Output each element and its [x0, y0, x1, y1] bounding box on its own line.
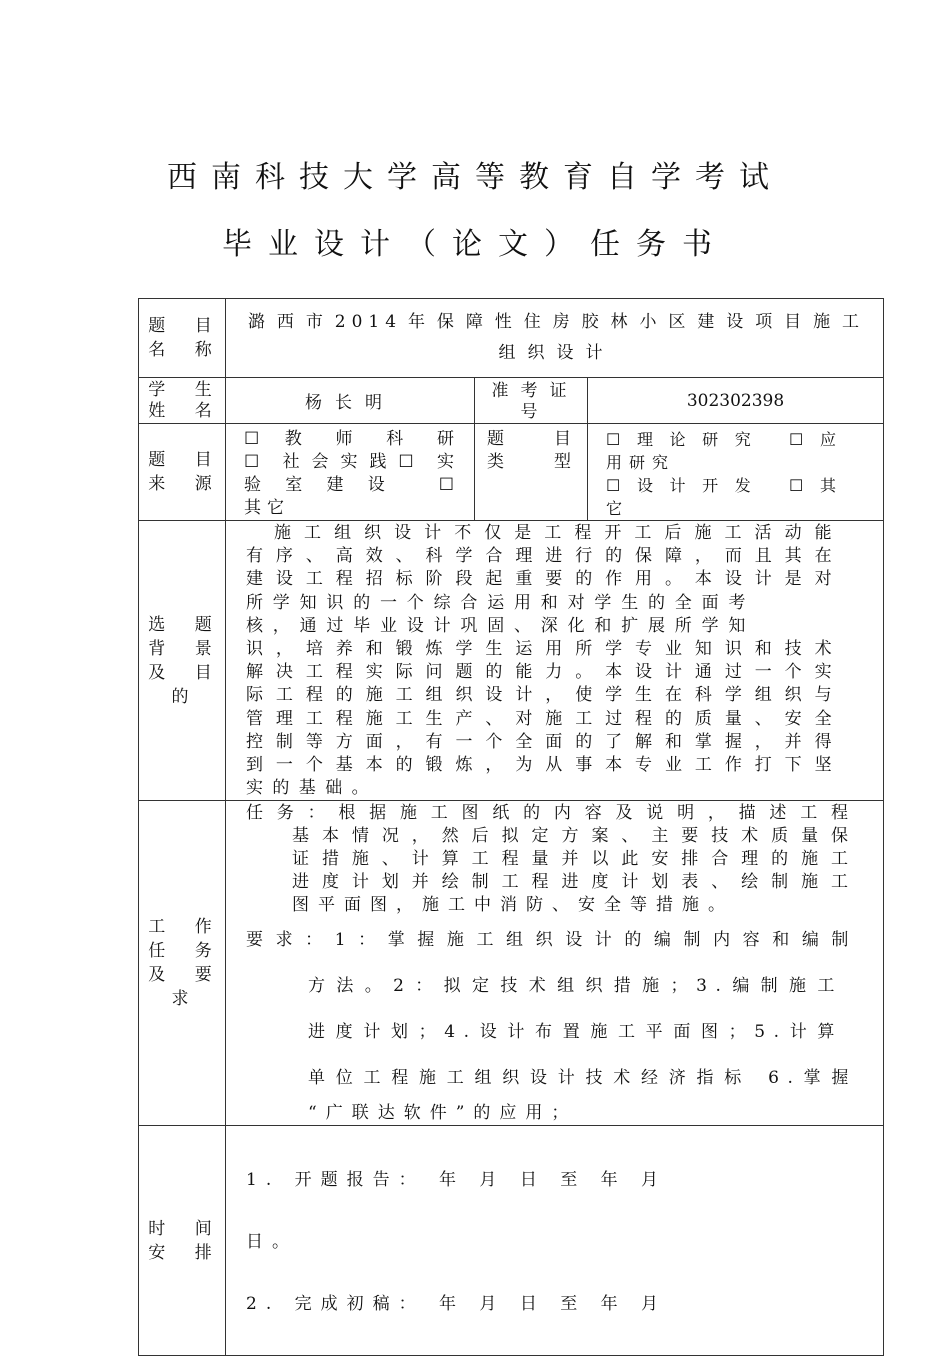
requirement-line: 方法。2：拟定技术组织措施；3.编制施工 [308, 976, 844, 997]
schedule-text [226, 1126, 884, 1356]
schedule-line1b: 日。 [246, 1232, 298, 1253]
background-line: 所学知识的一个综合运用和对学生的全面考 [246, 592, 756, 613]
task-line: 证措施、计算工程量并以此安排合理的施工 [292, 849, 858, 870]
tasks-row [139, 801, 884, 1126]
source-option-line1: ☐ 教 师 科 研 [244, 429, 460, 449]
type-option-line2: 用研究 [606, 453, 676, 472]
task-line: 进度计划并绘制工程进度计划表、绘制施工 [292, 872, 858, 893]
topic-value-line1: 潞西市2014年保障性住房胶林小区建设项目施工 [248, 312, 866, 332]
background-row [139, 521, 884, 801]
topic-value-line2: 组织设计 [498, 343, 615, 363]
requirement-line: 要求：1：掌握施工组织设计的编制内容和编制 [246, 930, 858, 951]
requirement-line: 单位工程施工组织设计技术经济指标 6.掌握 [308, 1068, 858, 1089]
type-option-line4: 它 [606, 499, 630, 518]
background-line: 管理工程施工生产、对施工过程的质量、安全 [246, 708, 842, 729]
source-row [139, 424, 884, 521]
background-line: 实的基础。 [246, 778, 378, 799]
type-label [475, 424, 588, 521]
tasks-label: 工 作 任 务 及 要 求 [139, 801, 226, 1126]
source-label: 题 目 来 源 [139, 424, 226, 521]
student-row [139, 378, 884, 424]
requirement-line: 进度计划；4.设计布置施工平面图；5.计算 [308, 1022, 844, 1043]
requirement-line: “广联达软件”的应用； [308, 1103, 578, 1124]
type-label-line2: 类 型 [487, 452, 577, 472]
background-line: 解决工程实际问题的能力。本设计通过一个实 [246, 662, 842, 683]
task-line: 任务：根据施工图纸的内容及说明，描述工程 [246, 803, 858, 824]
tasks-text [226, 801, 884, 1126]
document-title-line2: 毕业设计（论文）任务书 [222, 227, 728, 262]
background-line: 识，培养和锻炼学生运用所学专业知识和技术 [246, 639, 842, 660]
background-line: 际工程的施工组织设计，使学生在科学组织与 [246, 685, 842, 706]
schedule-line2: 2. 完成初稿： 年 月 日 至 年 月 [246, 1294, 668, 1315]
student-name: 杨长明 [226, 378, 475, 424]
background-line: 核，通过毕业设计巩固、深化和扩展所学知 [246, 615, 756, 636]
schedule-label: 时 间 安 排 [139, 1126, 226, 1356]
background-label: 选 题 背 景 及 目 的 [139, 521, 226, 801]
topic-label: 题 目 名 称 [139, 299, 226, 378]
type-options [588, 424, 884, 521]
student-id-value: 302302398 [588, 378, 884, 424]
background-line: 到一个基本的锻炼，为从事本专业工作打下坚 [246, 755, 842, 776]
background-line: 建设工程招标阶段起重要的作用。本设计是对 [246, 569, 842, 590]
topic-row [139, 299, 884, 378]
task-line: 图平面图，施工中消防、安全等措施。 [292, 895, 734, 916]
background-line: 控制等方面，有一个全面的了解和掌握，并得 [246, 731, 842, 752]
document-title-line1: 西南科技大学高等教育自学考试 [167, 160, 783, 195]
student-id-label: 准考证号 [475, 378, 588, 424]
schedule-row [139, 1126, 884, 1356]
background-line: 有序、高效、科学合理进行的保障，而且其在 [246, 546, 842, 567]
type-option-line1: ☐理论研究 ☐应 [606, 430, 844, 449]
type-label-line1: 题 目 [487, 429, 577, 449]
background-line: 施工组织设计不仅是工程开工后施工活动能 [274, 523, 842, 543]
schedule-line1: 1. 开题报告： 年 月 日 至 年 月 [246, 1170, 668, 1191]
source-option-line4: 其它 [244, 498, 290, 518]
source-options [226, 424, 475, 521]
source-option-line3: 验室建设 ☐ [244, 475, 460, 495]
student-label: 学 生 姓 名 [139, 378, 226, 424]
source-option-line2: ☐ 社会实践☐ 实 [244, 452, 460, 472]
topic-value-cell [226, 299, 884, 378]
task-line: 基本情况，然后拟定方案、主要技术质量保 [292, 826, 858, 847]
task-form-table [138, 298, 884, 1356]
background-text [226, 521, 884, 801]
type-option-line3: ☐设计开发 ☐其 [606, 476, 844, 495]
